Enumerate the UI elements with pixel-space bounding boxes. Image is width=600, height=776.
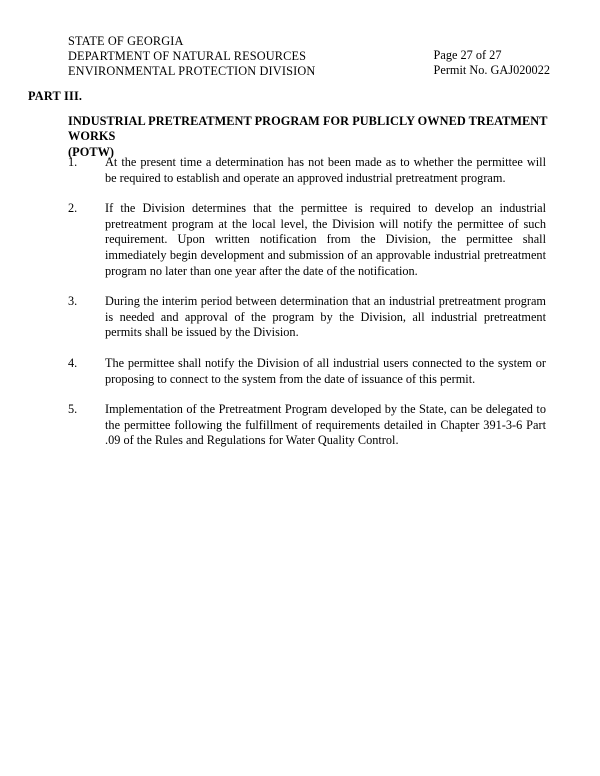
permit-number-label: Permit No. GAJ020022: [433, 63, 550, 78]
provision-item: [68, 294, 546, 341]
provision-text: During the interim period between determination that an industrial pretreatment program is needed and approval of the program by the Division, all industrial pretreatment permits shall be issued by the Division.: [105, 294, 546, 340]
part-heading: PART III.: [28, 89, 83, 103]
provisions-list: [68, 155, 546, 464]
provision-text: The permittee shall notify the Division of all industrial users connected to the system or proposing to connect to the system from the date of issuance of this permit.: [105, 355, 546, 386]
section-title-line-1: INDUSTRIAL PRETREATMENT PROGRAM FOR PUBLICLY OWNED TREATMENT WORKS: [68, 114, 548, 144]
agency-heading: [68, 34, 315, 80]
agency-line-state: STATE OF GEORGIA: [68, 34, 184, 48]
agency-line-department: DEPARTMENT OF NATURAL RESOURCES: [68, 49, 307, 64]
provision-number: 3.: [68, 294, 78, 309]
provision-number: 1.: [68, 155, 78, 169]
page-number-label: Page 27 of 27: [433, 48, 502, 62]
provision-text: Implementation of the Pretreatment Program developed by the State, can be delegated to the permittee following the fulfillment of requirements detailed in Chapter 391-3-6 Part .09 of the Rules and Regulations for Water Quality Control.: [105, 402, 546, 448]
provision-item: [68, 356, 546, 387]
section-title-line-2: (POTW): [68, 144, 115, 159]
provision-item: [68, 201, 546, 279]
provision-number: 2.: [68, 201, 78, 216]
page-header: [68, 34, 550, 80]
provision-number: 4.: [68, 355, 78, 370]
provision-item: [68, 402, 546, 449]
document-identifiers: [426, 34, 550, 78]
agency-line-division: ENVIRONMENTAL PROTECTION DIVISION: [68, 64, 316, 79]
provision-number: 5.: [68, 402, 78, 417]
provision-text: At the present time a determination has not been made as to whether the permittee will be required to establish and operate an approved industrial pretreatment program.: [105, 155, 546, 185]
section-title: [68, 114, 548, 160]
provision-item: [68, 155, 546, 186]
provision-text: If the Division determines that the permittee is required to develop an industrial pretreatment program at the local level, the Division will notify the permittee of such requirement. Upon written notification from the Division, the permittee shall immediately begin development and submission of an approvable industrial pretreatment program no later than one year after the date of the notification.: [105, 201, 546, 278]
